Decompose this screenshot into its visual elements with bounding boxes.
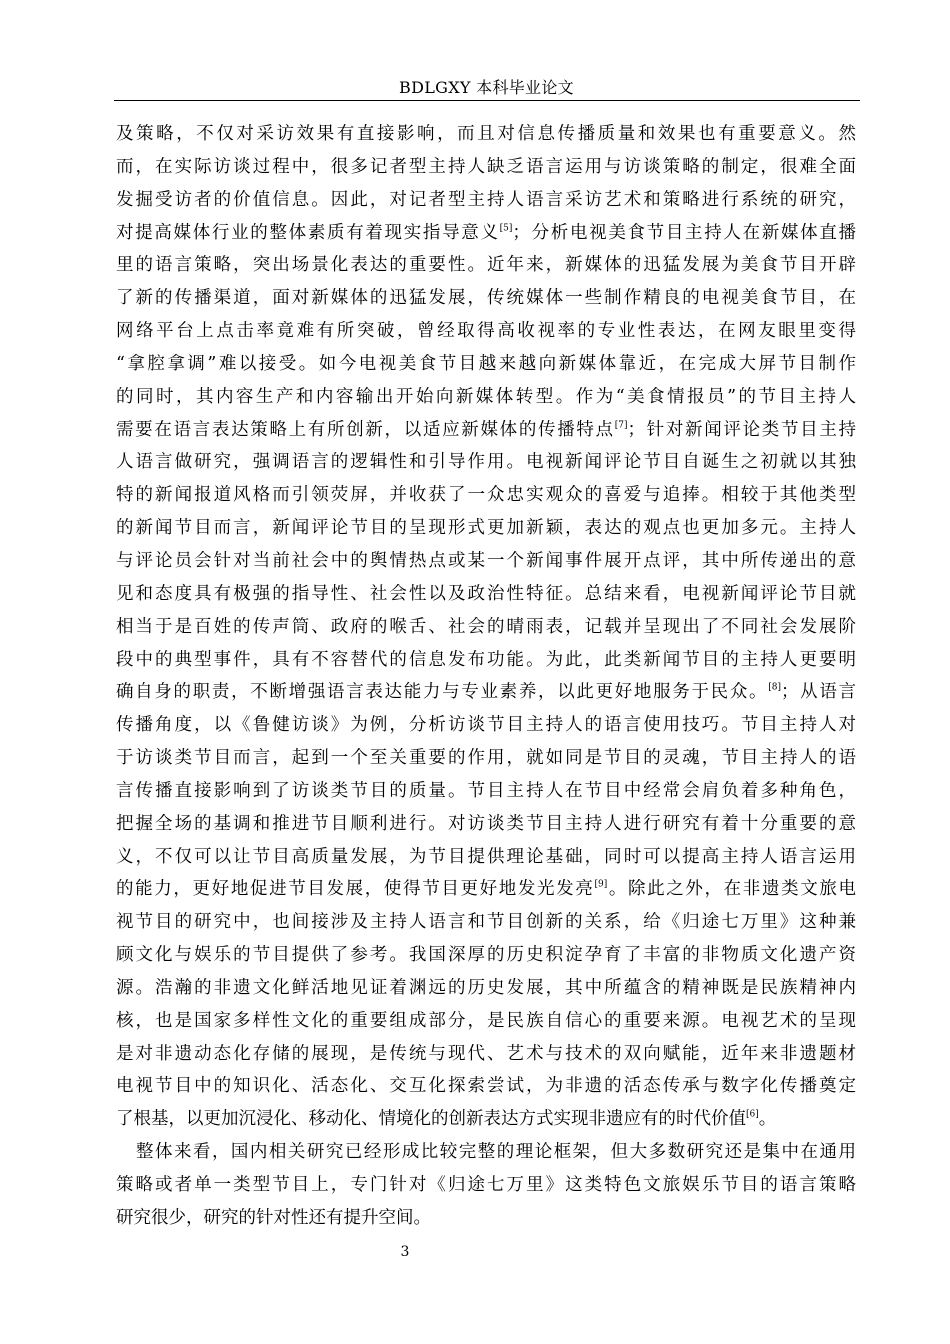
text-line <box>116 775 856 808</box>
citation-marker: [6] <box>746 1109 759 1120</box>
text-line <box>116 1202 856 1235</box>
text-line <box>116 1136 856 1169</box>
line-text: 言传播直接影响到了访谈类节目的质量。节目主持人在节目中经常会肩负着多种角色， <box>116 780 856 801</box>
text-line <box>116 676 856 709</box>
line-text: 源。浩瀚的非遗文化鲜活地见证着渊远的历史发展，其中所蕴含的精神既是民族精神内 <box>116 977 856 998</box>
body-text <box>116 118 856 1235</box>
line-text: 核，也是国家多样性文化的重要组成部分，是民族自信心的重要来源。电视艺术的呈现 <box>116 1010 856 1031</box>
text-line <box>116 972 856 1005</box>
text-line <box>116 808 856 841</box>
text-line <box>116 873 856 906</box>
line-text: 见和态度具有极强的指导性、社会性以及政治性特征。总结来看，电视新闻评论节目就 <box>116 583 856 604</box>
line-text: 与评论员会针对当前社会中的舆情热点或某一个新闻事件展开点评，其中所传递出的意 <box>116 550 856 571</box>
line-text: 人语言做研究，强调语言的逻辑性和引导作用。电视新闻评论节目自诞生之初就以其独 <box>116 452 856 473</box>
citation-marker: [9] <box>594 879 608 890</box>
line-text: “拿腔拿调”难以接受。如今电视美食节目越来越向新媒体靠近，在完成大屏节目制作 <box>116 353 856 374</box>
line-text: 了新的传播渠道，面对新媒体的迅猛发展，传统媒体一些制作精良的电视美食节目，在 <box>116 288 856 309</box>
citation-marker: [5] <box>499 222 513 233</box>
text-line <box>116 479 856 512</box>
text-line <box>116 939 856 972</box>
citation-marker: [8] <box>768 682 781 693</box>
line-text: 研究很少，研究的针对性还有提升空间。 <box>116 1207 431 1228</box>
line-text-tail: ；针对新闻评论类节目主持 <box>627 419 857 440</box>
text-line <box>116 545 856 578</box>
line-text: 特的新闻报道风格而引领荧屏，并收获了一众忠实观众的喜爱与追捧。相较于其他类型 <box>116 485 856 506</box>
line-text: 顾文化与娱乐的节目提供了参考。我国深厚的历史积淀孕育了丰富的非物质文化遗产资 <box>116 945 856 966</box>
line-text: 的能力，更好地促进节目发展，使得节目更好地发光发亮 <box>116 879 595 900</box>
line-text-tail: 。 <box>758 1109 777 1130</box>
line-text-tail: ；分析电视美食节目主持人在新媒体直播 <box>512 222 857 243</box>
text-line <box>116 315 856 348</box>
text-line <box>116 381 856 414</box>
line-text: 网络平台上点击率竟难有所突破，曾经取得高收视率的专业性表达，在网友眼里变得 <box>116 321 856 342</box>
text-line <box>116 512 856 545</box>
page-number: 3 <box>400 1244 410 1260</box>
line-text: 电视节目中的知识化、活态化、交互化探索尝试，为非遗的活态传承与数字化传播奠定 <box>116 1076 856 1097</box>
line-text: 里的语言策略，突出场景化表达的重要性。近年来，新媒体的迅猛发展为美食节目开辟 <box>116 255 856 276</box>
text-line <box>116 282 856 315</box>
line-text: 了根基，以更加沉浸化、移动化、情境化的创新表达方式实现非遗应有的时代价值 <box>116 1109 746 1130</box>
line-text: 策略或者单一类型节目上，专门针对《归途七万里》这类特色文旅娱乐节目的语言策略 <box>116 1175 856 1195</box>
text-line <box>116 1038 856 1071</box>
line-text: 于访谈类节目而言，起到一个至关重要的作用，就如同是节目的灵魂，节目主持人的语 <box>116 748 856 769</box>
text-line <box>116 1103 856 1136</box>
text-line <box>116 217 856 250</box>
line-text: 而，在实际访谈过程中，很多记者型主持人缺乏语言运用与访谈策略的制定，很难全面 <box>116 156 856 177</box>
text-line <box>116 348 856 381</box>
line-text: 的新闻节目而言，新闻评论节目的呈现形式更加新颖，表达的观点也更加多元。主持人 <box>116 518 856 539</box>
line-text: 整体来看，国内相关研究已经形成比较完整的理论框架，但大多数研究还是集中在通用 <box>136 1142 856 1163</box>
text-line <box>116 249 856 282</box>
line-text: 需要在语言表达策略上有所创新，以适应新媒体的传播特点 <box>116 419 615 440</box>
running-header: BDLGXY 本科毕业论文 <box>399 78 574 97</box>
line-text: 及策略，不仅对采访效果有直接影响，而且对信息传播质量和效果也有重要意义。然 <box>116 124 856 144</box>
text-line <box>116 184 856 217</box>
text-line <box>116 151 856 184</box>
line-text: 义，不仅可以让节目高质量发展，为节目提供理论基础，同时可以提高主持人语言运用 <box>116 846 856 867</box>
text-line <box>116 644 856 677</box>
text-line <box>116 446 856 479</box>
citation-marker: [7] <box>614 419 628 430</box>
line-text: 把握全场的基调和推进节目顺利进行。对访谈类节目主持人进行研究有着十分重要的意 <box>116 813 856 834</box>
text-line <box>116 1070 856 1103</box>
text-line <box>116 118 856 151</box>
line-text: 的同时，其内容生产和内容输出开始向新媒体转型。作为“美食情报员”的节目主持人 <box>116 386 856 407</box>
line-text-tail: ；从语言 <box>780 682 857 703</box>
line-text: 视节目的研究中，也间接涉及主持人语言和节目创新的关系，给《归途七万里》这种兼 <box>116 912 856 933</box>
line-text: 是对非遗动态化存储的展现，是传统与现代、艺术与技术的双向赋能，近年来非遗题材 <box>116 1043 856 1064</box>
text-line <box>116 709 856 742</box>
text-line <box>116 841 856 874</box>
line-text-tail: 。除此之外，在非遗类文旅电 <box>607 879 856 900</box>
text-line <box>116 611 856 644</box>
header-rule <box>114 100 860 101</box>
text-line <box>116 742 856 775</box>
text-line <box>116 906 856 939</box>
line-text: 对提高媒体行业的整体素质有着现实指导意义 <box>116 222 500 243</box>
text-line <box>116 414 856 447</box>
text-line <box>116 1005 856 1038</box>
line-text: 确自身的职责，不断增强语言表达能力与专业素养，以此更好地服务于民众。 <box>116 682 769 703</box>
line-text: 发掘受访者的价值信息。因此，对记者型主持人语言采访艺术和策略进行系统的研究， <box>116 189 856 210</box>
line-text: 段中的典型事件，具有不容替代的信息发布功能。为此，此类新闻节目的主持人更要明 <box>116 649 856 670</box>
text-line <box>116 578 856 611</box>
text-line <box>116 1169 856 1202</box>
line-text: 传播角度，以《鲁健访谈》为例，分析访谈节目主持人的语言使用技巧。节目主持人对 <box>116 715 856 736</box>
line-text: 相当于是百姓的传声筒、政府的喉舌、社会的晴雨表，记载并呈现出了不同社会发展阶 <box>116 616 856 637</box>
